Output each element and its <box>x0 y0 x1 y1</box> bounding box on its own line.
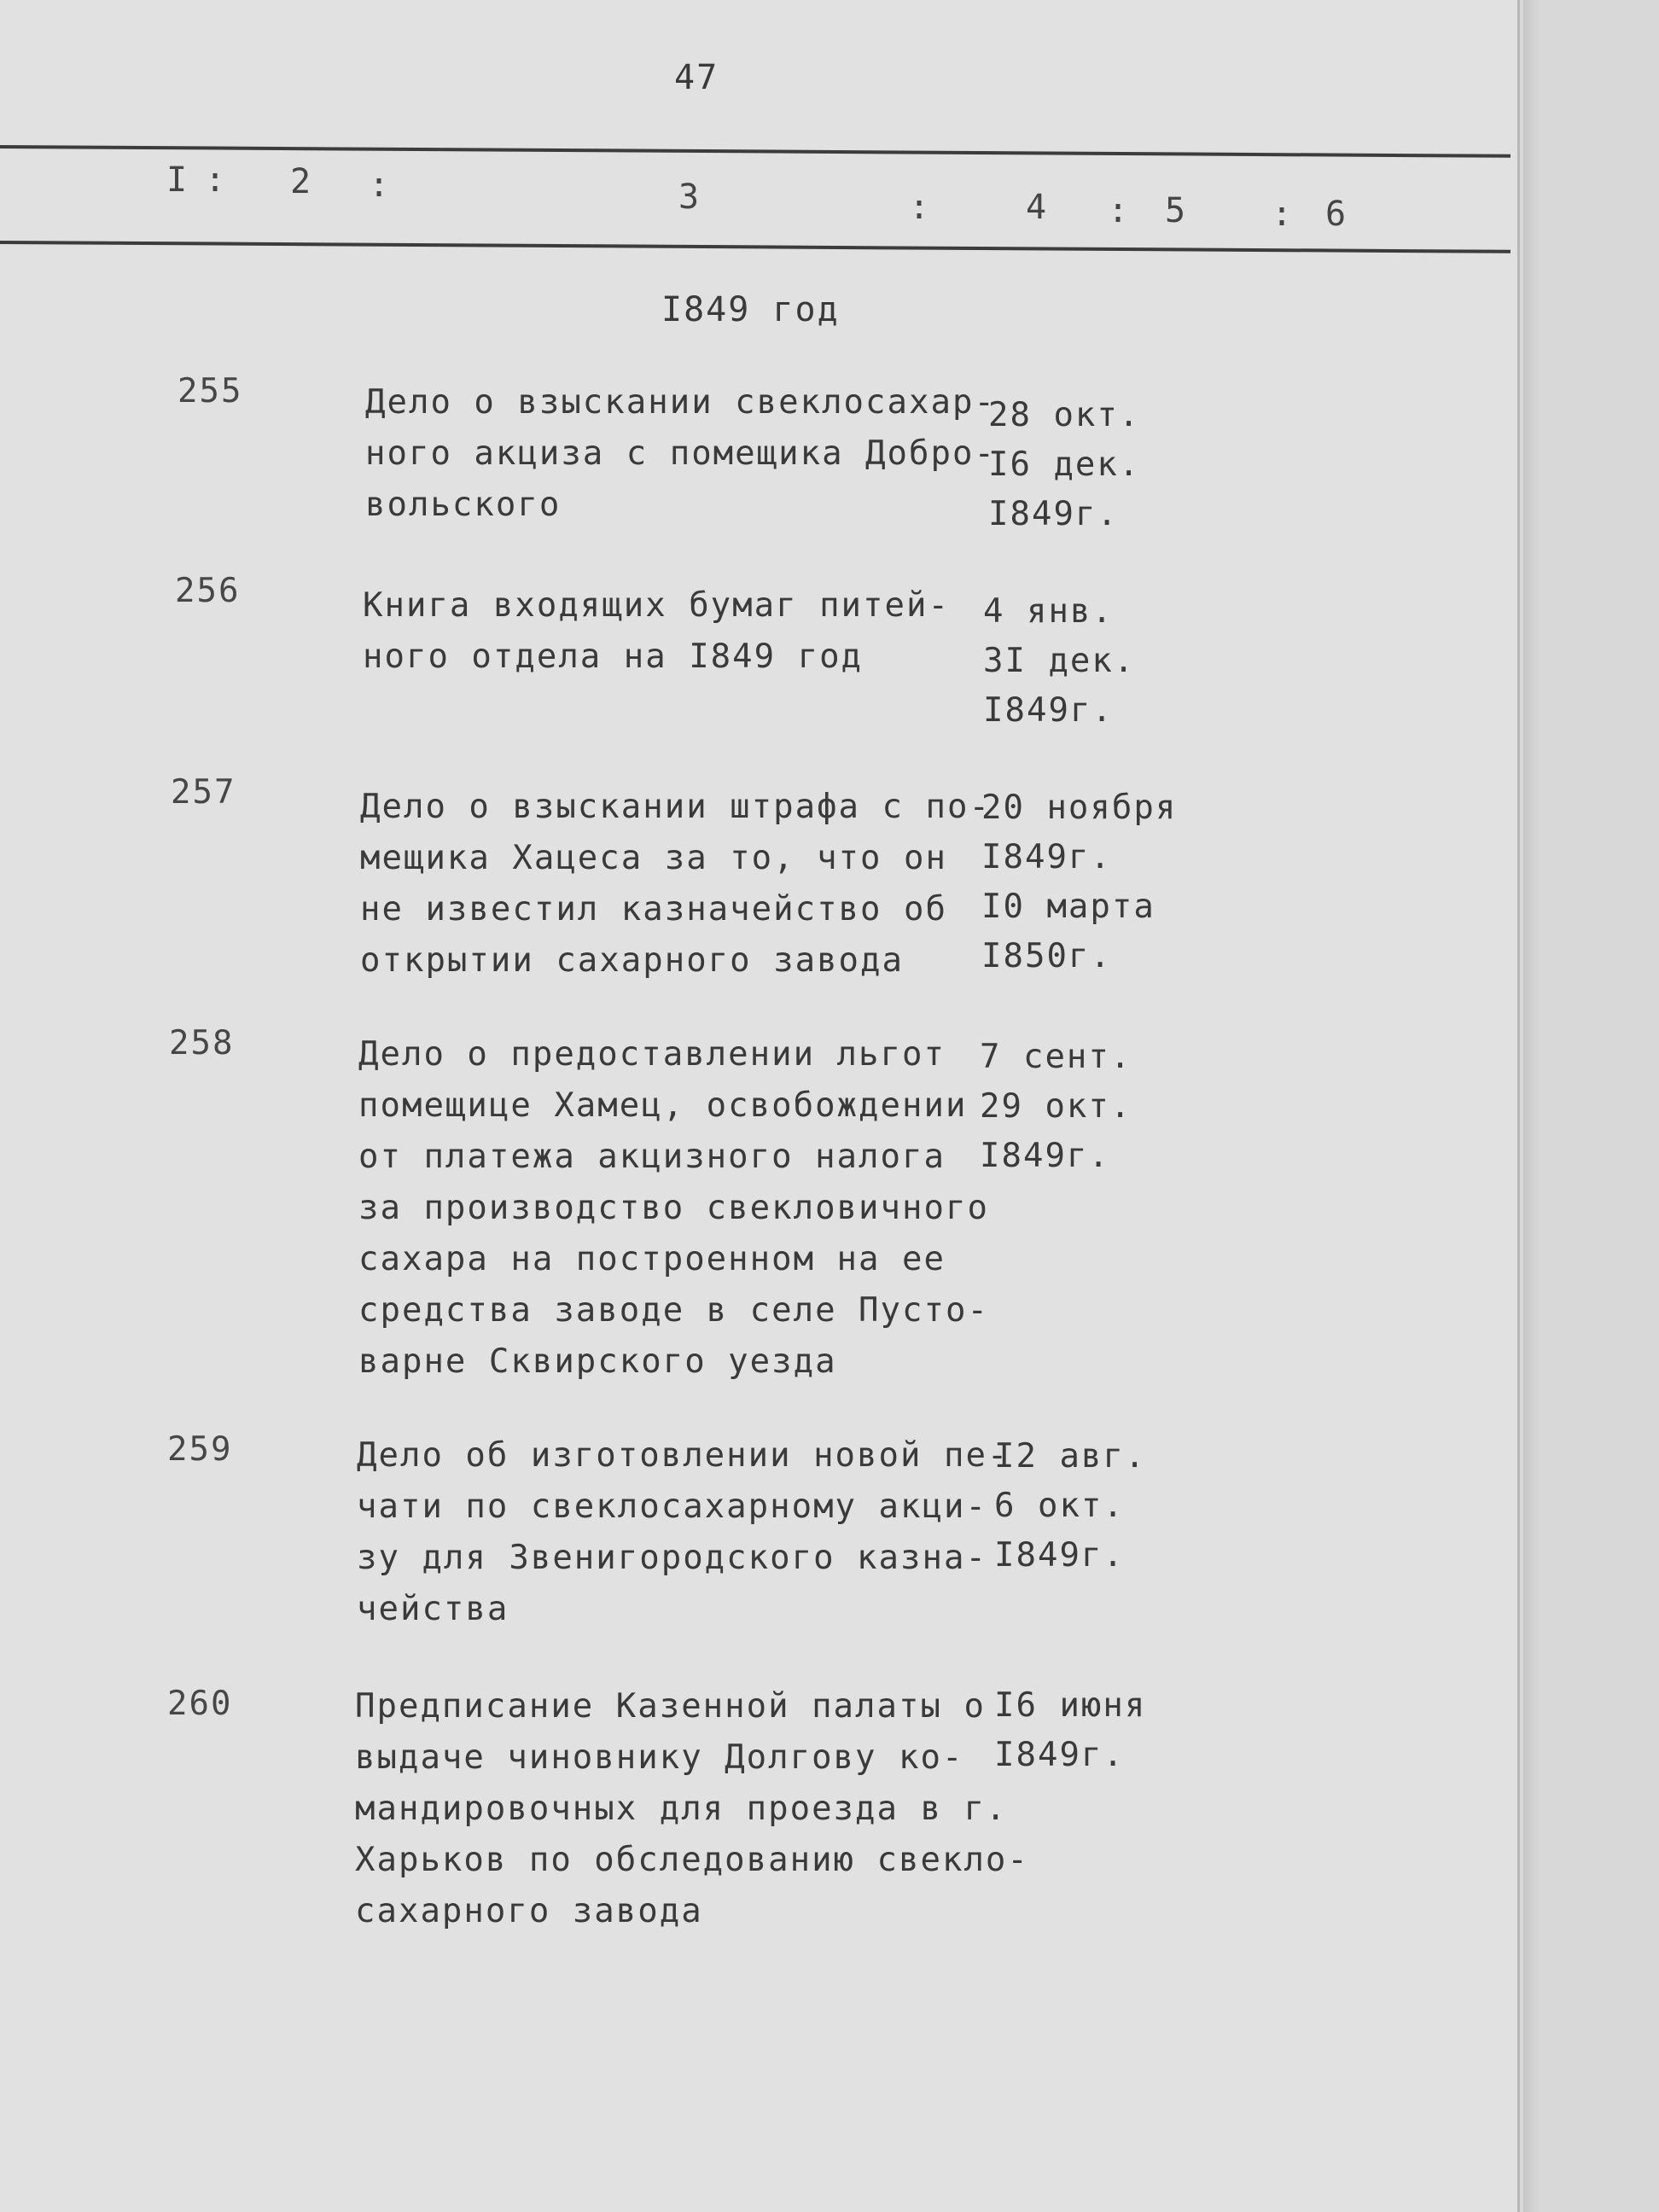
date-line: I849г. <box>994 1536 1125 1575</box>
description-line: от платежа акцизного налога <box>358 1138 946 1176</box>
entry-number: 257 <box>171 773 236 812</box>
description-line: мандировочных для проезда в г. <box>355 1790 1008 1828</box>
description-line: вольского <box>365 486 562 524</box>
entry-description <box>357 1430 1009 1635</box>
date-line: I0 марта <box>981 888 1155 926</box>
column-separator: : <box>205 160 228 200</box>
date-line: I849г. <box>981 838 1112 876</box>
header-rule-top <box>0 145 1511 158</box>
date-line: I849г. <box>980 1137 1110 1175</box>
entry-number: 255 <box>178 372 243 410</box>
description-line: Предписание Казенной палаты о <box>355 1687 986 1726</box>
entry-number: 256 <box>175 572 241 610</box>
date-line: 29 окт. <box>980 1087 1132 1126</box>
header-rule-bottom <box>0 241 1511 253</box>
entry-dates <box>981 783 1177 981</box>
date-line: 4 янв. <box>983 592 1114 631</box>
column-separator: : <box>1108 191 1131 230</box>
entry-description <box>355 1681 1029 1937</box>
date-line: I6 дек. <box>988 445 1141 484</box>
date-line: I849г. <box>983 691 1114 730</box>
description-line: Книга входящих бумаг питей- <box>363 586 950 625</box>
column-separator: : <box>369 166 392 205</box>
entry-dates <box>983 587 1135 736</box>
date-line: I849г. <box>994 1736 1125 1774</box>
description-line: средства заводе в селе Пусто- <box>358 1291 989 1330</box>
description-line: открытии сахарного завода <box>360 941 904 980</box>
entry-number: 260 <box>167 1685 233 1723</box>
column-number-5: 5 <box>1165 191 1188 230</box>
date-line: 7 сент. <box>980 1038 1132 1076</box>
page-number: 47 <box>674 58 719 97</box>
description-line: сахарного завода <box>355 1892 703 1930</box>
column-separator: : <box>1272 195 1295 234</box>
date-line: I850г. <box>981 937 1112 975</box>
description-line: не известил казначейство об <box>360 890 947 928</box>
page-edge-shadow <box>1517 0 1659 2212</box>
entry-dates <box>994 1432 1146 1580</box>
column-number-3: 3 <box>678 178 701 217</box>
description-line: зу для Звенигородского казна- <box>357 1539 987 1577</box>
description-line: варне Сквирского уезда <box>358 1342 837 1381</box>
entry-dates <box>994 1681 1146 1780</box>
description-line: Дело о взыскании штрафа с по- <box>360 788 991 826</box>
description-line: ного акциза с помещика Добро- <box>365 434 996 473</box>
description-line: чейства <box>357 1590 509 1628</box>
entry-number: 258 <box>169 1024 235 1062</box>
column-separator: : <box>909 188 932 227</box>
column-number-6: 6 <box>1325 195 1348 234</box>
description-line: помещице Хамец, освобождении <box>358 1086 968 1125</box>
description-line: ного отдела на I849 год <box>363 637 864 676</box>
date-line: 3I дек. <box>983 642 1136 680</box>
description-line: чати по свеклосахарному акци- <box>357 1487 987 1526</box>
description-line: Дело об изготовлении новой пе- <box>357 1436 1010 1475</box>
description-line: Дело о предоставлении льгот <box>358 1035 946 1074</box>
date-line: 6 окт. <box>994 1487 1125 1525</box>
entry-description <box>358 1029 989 1388</box>
entry-description <box>360 782 991 987</box>
entry-number: 259 <box>167 1430 233 1469</box>
column-number-1: I <box>166 160 189 200</box>
description-line: Дело о взыскании свеклосахар- <box>365 383 996 422</box>
date-line: 28 окт. <box>988 396 1141 434</box>
date-line: I6 июня <box>994 1686 1147 1725</box>
column-number-4: 4 <box>1026 188 1049 227</box>
year-heading: I849 год <box>661 290 840 329</box>
date-line: I849г. <box>988 495 1119 533</box>
date-line: I2 авг. <box>994 1437 1147 1476</box>
column-number-2: 2 <box>290 162 313 201</box>
entry-description <box>365 377 996 531</box>
description-line: мещика Хацеса за то, что он <box>360 839 947 877</box>
entry-dates <box>988 391 1140 539</box>
description-line: выдаче чиновнику Долгову ко- <box>355 1738 964 1777</box>
description-line: сахара на построенном на ее <box>358 1240 946 1278</box>
entry-description <box>363 580 950 683</box>
description-line: Харьков по обследованию свекло- <box>355 1841 1029 1879</box>
entry-dates <box>980 1033 1132 1181</box>
date-line: 20 ноября <box>981 789 1178 827</box>
description-line: за производство свекловичного <box>358 1189 989 1227</box>
